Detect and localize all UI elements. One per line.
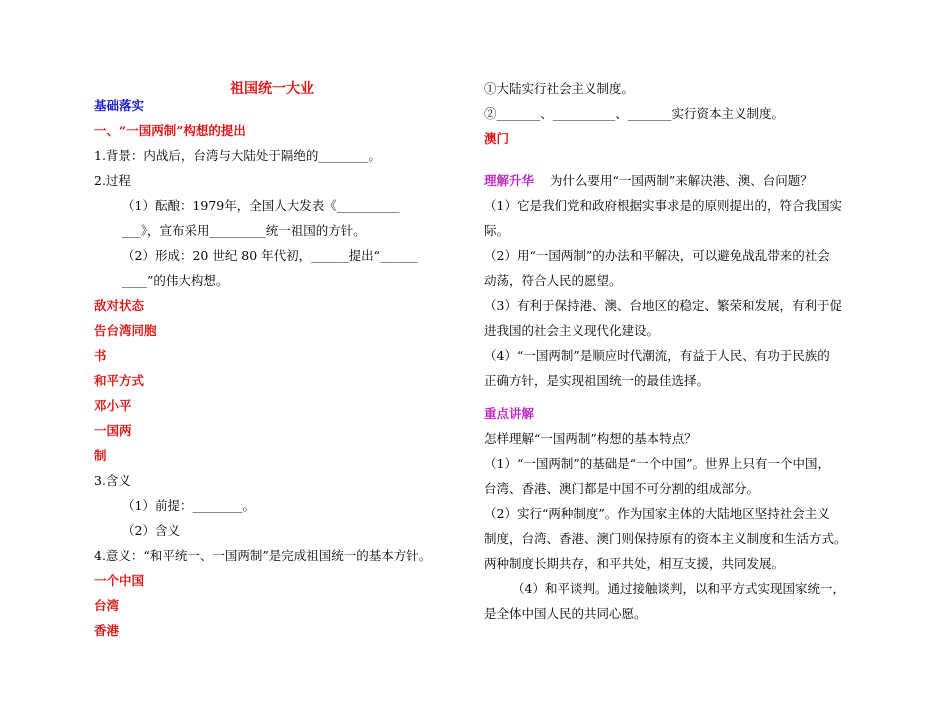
section-label-basics: 基础落实 (94, 98, 145, 113)
insight-line: 正确方针，是实现祖国统一的最佳选择。 (484, 373, 710, 388)
line-mainland: ①大陆实行社会主义制度。 (484, 81, 635, 96)
section-label-key: 重点讲解 (484, 406, 535, 421)
section-label-insight: 理解升华 (484, 173, 535, 188)
key-line: 是全体中国人民的共同心愿。 (484, 606, 647, 621)
answer-item: 一国两 (94, 423, 132, 438)
insight-line: （1）它是我们党和政府根据实事求是的原则提出的，符合我国实 (484, 198, 842, 213)
key-line: 两种制度长期共存，和平共处，相互支援，共同发展。 (484, 556, 785, 571)
line-significance: 4.意义：“和平统一、一国两制”是完成祖国统一的基本方针。 (94, 548, 432, 563)
key-question: 怎样理解“一国两制”构想的基本特点？ (484, 431, 697, 446)
line-forming-2: ____”的伟大构想。 (122, 273, 229, 288)
answer-item: 书 (94, 348, 107, 363)
key-line: 台湾、香港、澳门都是中国不可分割的组成部分。 (484, 481, 760, 496)
answer-item: 邓小平 (94, 398, 132, 413)
line-forming-1: （2）形成：20 世纪 80 年代初，______提出“______ (122, 248, 418, 263)
insight-line: （3）有利于保持港、澳、台地区的稳定、繁荣和发展，有利于促 (484, 298, 842, 313)
line-brewing-2: ___》，宣布采用_________统一祖国的方针。 (122, 223, 366, 238)
answer-item: 告台湾同胞 (94, 323, 157, 338)
answer-item: 敌对状态 (94, 298, 145, 313)
line-brewing-1: （1）酝酿：1979年，全国人大发表《__________ (122, 198, 400, 213)
answer-item: 和平方式 (94, 373, 145, 388)
insight-line: （4）“一国两制”是顺应时代潮流，有益于人民、有功于民族的 (484, 348, 830, 363)
heading-proposal: 一、“一国两制”构想的提出 (94, 123, 246, 138)
key-line: （1）“一国两制”的基础是“一个中国”。世界上只有一个中国， (484, 456, 831, 471)
line-meaning: 3.含义 (94, 473, 131, 488)
insight-line: 动荡，符合人民的愿望。 (484, 273, 622, 288)
insight-line: 际。 (484, 223, 510, 238)
key-line: 制度，台湾、香港、澳门则保持原有的资本主义制度和生活方式。 (484, 531, 847, 546)
line-capitalist: ②_______、__________、_______实行资本主义制度。 (484, 106, 785, 121)
line-background: 1.背景：内战后，台湾与大陆处于隔绝的________。 (94, 148, 381, 163)
insight-question: 为什么要用“一国两制”来解决港、澳、台问题？ (550, 173, 813, 188)
page-title: 祖国统一大业 (230, 81, 314, 97)
answer-item: 台湾 (94, 598, 120, 613)
answer-item: 香港 (94, 623, 120, 638)
insight-line: （2）用“一国两制”的办法和平解决，可以避免战乱带来的社会 (484, 248, 830, 263)
key-line: （2）实行“两种制度”。作为国家主体的大陆地区坚持社会主义 (484, 506, 830, 521)
key-line: （4）和平谈判。通过接触谈判，以和平方式实现国家统一， (512, 581, 845, 596)
answer-item: 一个中国 (94, 573, 145, 588)
answer-item: 制 (94, 448, 107, 463)
answer-macau: 澳门 (484, 131, 510, 146)
line-premise: （1）前提：________。 (122, 498, 255, 513)
line-process: 2.过程 (94, 173, 131, 188)
insight-line: 进我国的社会主义现代化建设。 (484, 323, 660, 338)
line-content: （2）含义 (122, 523, 180, 538)
